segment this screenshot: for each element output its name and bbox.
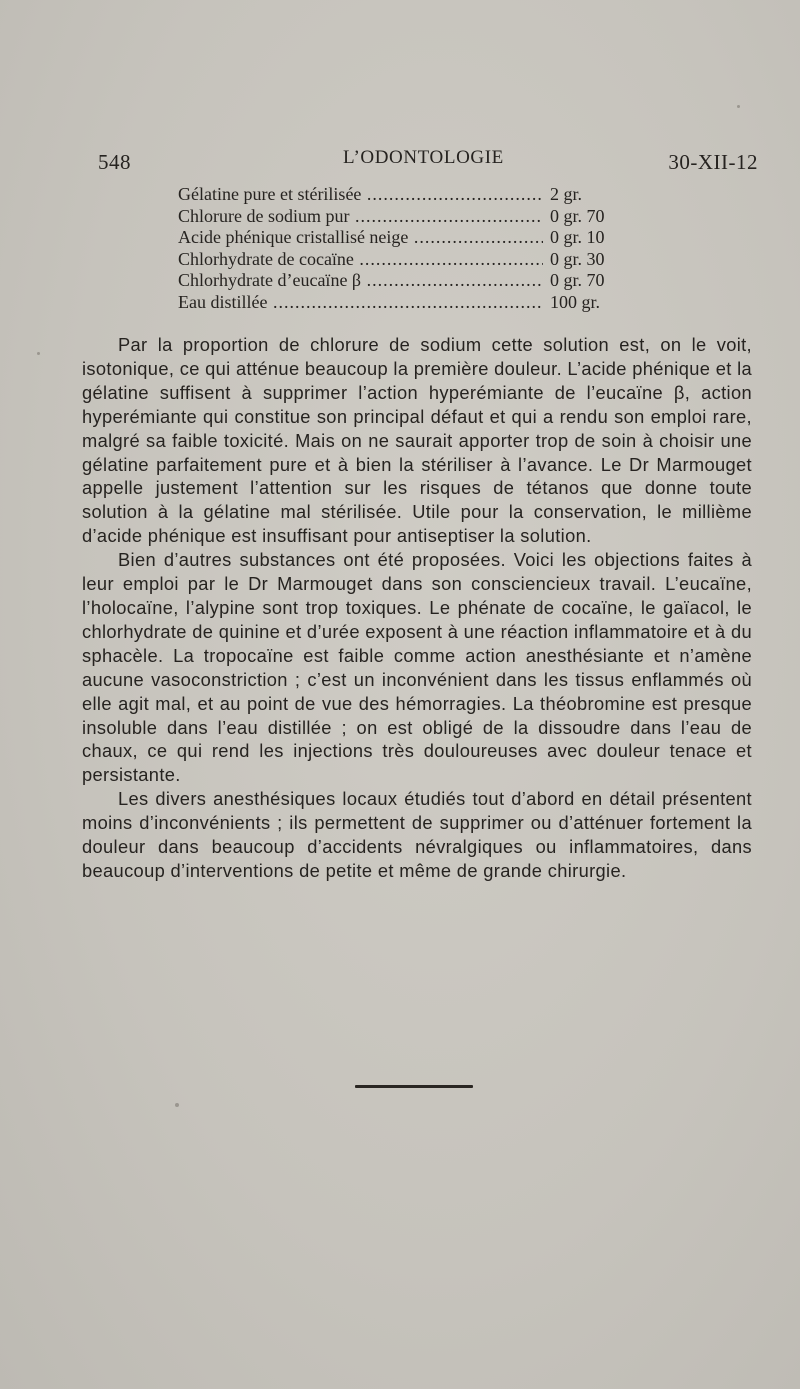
ingredient-name: Chlorure de sodium pur .....	[178, 206, 543, 228]
issue-date: 30-XII-12	[668, 150, 758, 174]
formula-row	[178, 292, 678, 314]
running-header	[98, 145, 758, 181]
running-title: L’ODONTOLOGIE	[343, 147, 504, 168]
section-end-rule	[355, 1085, 473, 1088]
ingredient-name: Chlorhydrate d’eucaïne β .....	[178, 270, 543, 292]
body-text	[82, 333, 752, 883]
paper-speck	[175, 1103, 179, 1107]
paragraph: Bien d’autres substances ont été proposées. Voici les objections faites à leur emploi par le Dr Marmouget dans son consciencieux travail. L’eucaïne, l’holocaïne, l’alypine sont trop toxiques. Le phénate de cocaïne, le gaïacol, le chlorhydrate de quinine et d’urée exposent à une réaction inflammatoire et à du sphacèle. La tropocaïne est faible comme action anesthésiante et n’amène aucune vasoconstriction ; c’est un inconvénient dans les tissus enflammés où elle agit mal, et au point de vue des hémorragies. La théobromine est presque insoluble dans l’eau distillée ; on est obligé de la dissoudre dans l’eau de chaux, ce qui rend les injections très douloureuses avec douleur tenace et persistante.	[82, 549, 752, 786]
formula-row	[178, 206, 678, 228]
ingredient-quantity: 0 gr. 10	[550, 227, 605, 247]
paper-speck	[737, 105, 740, 108]
formula-row	[178, 184, 678, 206]
ingredient-quantity: 0 gr. 30	[550, 248, 605, 269]
paragraph: Les divers anesthésiques locaux étudiés tout d’abord en détail présentent moins d’inconvénients ; ils permettent de supprimer ou d’atténuer fortement la douleur dans beaucoup d’accidents névralgiques ou inflammatoires, dans beaucoup d’interventions de petite et même de grande chirurgie.	[82, 788, 752, 881]
formula-row	[178, 227, 678, 249]
formula-row	[178, 270, 678, 292]
ingredient-name: Gélatine pure et stérilisée .....	[178, 184, 543, 206]
ingredient-name: Chlorhydrate de cocaïne .....	[178, 249, 543, 271]
ingredient-quantity: 0 gr. 70	[550, 270, 605, 290]
page-number: 548	[98, 150, 131, 174]
formula-row	[178, 249, 678, 271]
paper-speck	[37, 352, 40, 355]
formula-table	[178, 184, 678, 313]
ingredient-quantity: 100 gr.	[550, 291, 601, 312]
ingredient-quantity: 0 gr. 70	[550, 205, 605, 226]
ingredient-name: Eau distillée .....	[178, 292, 543, 314]
paragraph: Par la proportion de chlorure de sodium cette solution est, on le voit, isotonique, ce qui atténue beaucoup la première douleur. L’acide phénique et la gélatine suffisent à supprimer l’action hyperémiante de l’eucaïne β, action hyperémiante qui constitue son principal défaut et qui a rendu son emploi rare, malgré sa faible toxicité. Mais on ne saurait apporter trop de soin à choisir une gélatine parfaitement pure et à bien la stériliser à l’avance. Le Dr Marmouget appelle justement l’attention sur les risques de tétanos que donne toute solution à la gélatine mal stérilisée. Utile pour la conservation, le millième d’acide phénique est insuffisant pour antiseptiser la solution.	[82, 334, 753, 547]
ingredient-quantity: 2 gr.	[550, 184, 583, 204]
ingredient-name: Acide phénique cristallisé neige .....	[178, 227, 543, 249]
